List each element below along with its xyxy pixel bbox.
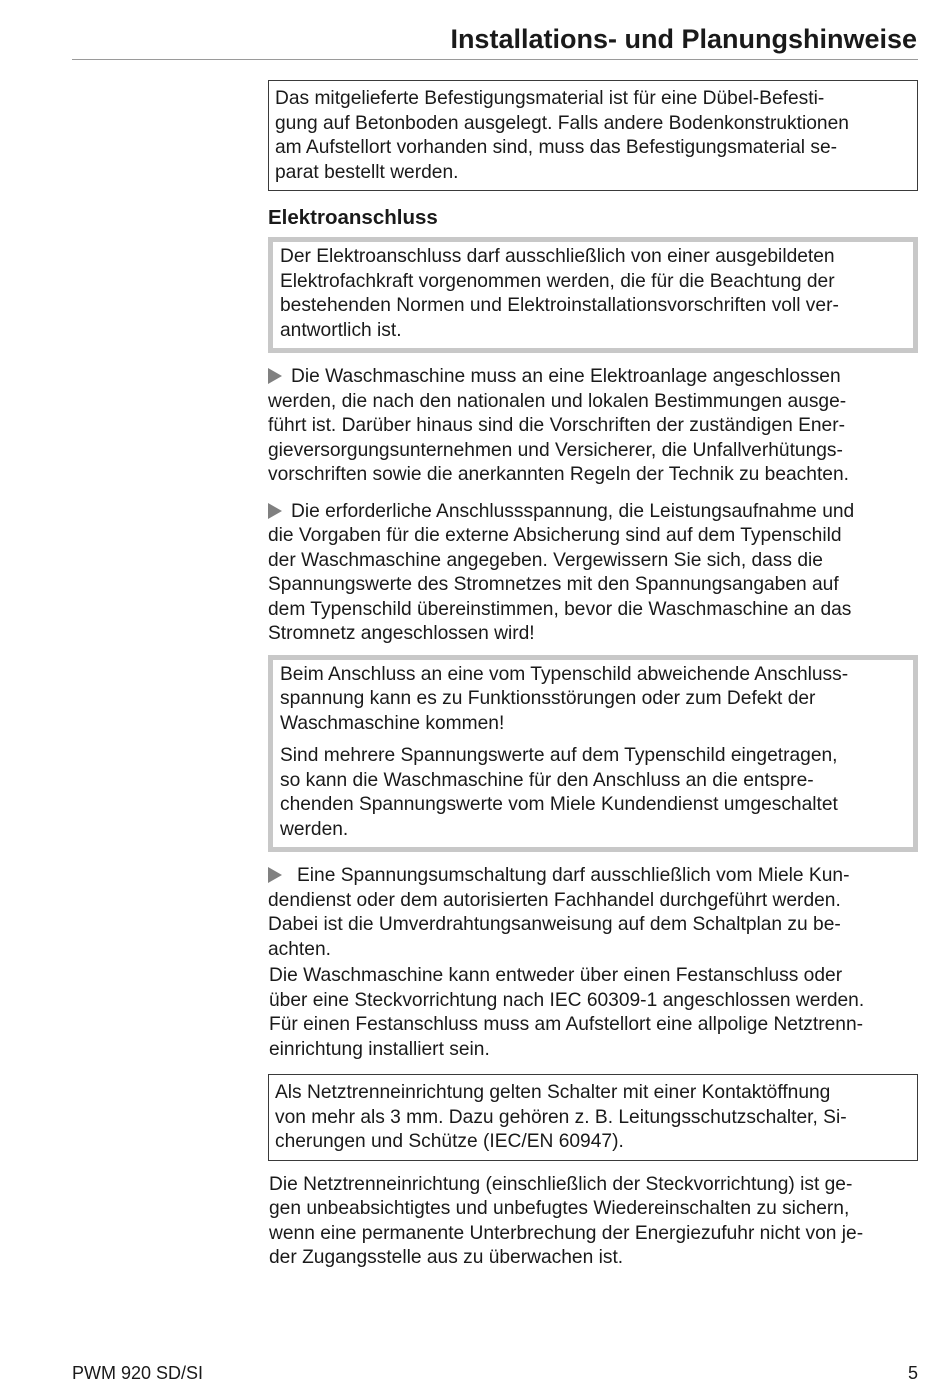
bullet-line: der Waschmaschine angegeben. Vergewissern Sie sich, dass die — [268, 549, 823, 571]
warning-line: spannung kann es zu Funktionsstörungen oder zum Defekt der — [280, 688, 816, 709]
warning-line: so kann die Waschmaschine für den Anschluss an die entspre- — [280, 769, 814, 791]
notice-isolator-definition — [268, 1074, 918, 1161]
bullet-triangle-icon — [268, 867, 282, 883]
warning-voltage-mismatch — [268, 655, 918, 853]
paragraph-line: gen unbeabsichtigtes und unbefugtes Wiedereinschalten zu sichern, — [269, 1198, 850, 1219]
paragraph-isolator-lockout — [269, 1173, 918, 1271]
bullet-triangle-icon — [268, 368, 282, 384]
warning-line: antwortlich ist. — [280, 319, 402, 341]
page-title: Installations- und Planungshinweise — [450, 24, 917, 54]
bullet-electrical-installation — [268, 365, 918, 488]
page-content — [268, 80, 918, 1271]
bullet-line: Dabei ist die Umverdrahtungsanweisung auf dem Schaltplan zu be- — [268, 914, 841, 935]
bullet-voltage-check — [268, 500, 918, 647]
bullet-line: Die Waschmaschine muss an eine Elektroanlage angeschlossen — [291, 366, 841, 387]
bullet-line: werden, die nach den nationalen und lokalen Bestimmungen ausge- — [268, 390, 847, 412]
notice-mounting-material — [268, 80, 918, 191]
paragraph-line: wenn eine permanente Unterbrechung der Energiezufuhr nicht von je- — [269, 1222, 864, 1244]
notice-line: cherungen und Schütze (IEC/EN 60947). — [275, 1131, 624, 1152]
bullet-line: führt ist. Darüber hinaus sind die Vorschriften der zuständigen Ener- — [268, 415, 846, 436]
warning-line: Waschmaschine kommen! — [280, 712, 505, 734]
warning-line: Sind mehrere Spannungswerte auf dem Typenschild eingetragen, — [280, 745, 838, 766]
notice-line: parat bestellt werden. — [275, 161, 459, 183]
warning-line: Beim Anschluss an eine vom Typenschild abweichende Anschluss- — [280, 663, 849, 685]
bullet-line: Eine Spannungsumschaltung darf ausschließlich vom Miele Kun- — [297, 865, 850, 886]
bullet-line: gieversorgungsunternehmen und Versicherer, die Unfallverhütungs- — [268, 439, 843, 461]
bullet-line: achten. — [268, 938, 331, 960]
paragraph-connection-options — [269, 964, 918, 1062]
notice-line: am Aufstellort vorhanden sind, muss das Befestigungsmaterial se- — [275, 137, 838, 158]
paragraph-line: einrichtung installiert sein. — [269, 1038, 490, 1060]
bullet-line: Spannungswerte des Stromnetzes mit den Spannungsangaben auf — [268, 574, 839, 595]
bullet-line: Die erforderliche Anschlussspannung, die Leistungsaufnahme und — [291, 500, 855, 522]
footer-model: PWM 920 SD/SI — [72, 1363, 204, 1383]
bullet-line: dendienst oder dem autorisierten Fachhandel durchgeführt werden. — [268, 889, 841, 911]
warning-qualified-electrician — [268, 237, 918, 353]
footer-page-number: 5 — [907, 1363, 918, 1383]
paragraph-line: Für einen Festanschluss muss am Aufstellort eine allpolige Netztrenn- — [269, 1014, 864, 1035]
bullet-line: vorschriften sowie die anerkannten Regeln der Technik zu beachten. — [268, 464, 849, 485]
paragraph-line: der Zugangsstelle aus zu überwachen ist. — [269, 1247, 624, 1268]
bullet-line: Stromnetz angeschlossen wird! — [268, 623, 535, 644]
header-divider — [72, 59, 918, 60]
notice-line: Als Netztrenneinrichtung gelten Schalter mit einer Kontaktöffnung — [275, 1082, 831, 1103]
warning-line: werden. — [280, 818, 349, 840]
warning-line: Elektrofachkraft vorgenommen werden, die für die Beachtung der — [280, 270, 835, 292]
warning-line: chenden Spannungswerte vom Miele Kundendienst umgeschaltet — [280, 794, 838, 815]
notice-line: von mehr als 3 mm. Dazu gehören z. B. Leitungsschutzschalter, Si- — [275, 1106, 847, 1128]
notice-line: Das mitgelieferte Befestigungsmaterial ist für eine Dübel-Befesti- — [275, 88, 825, 109]
paragraph-line: Die Waschmaschine kann entweder über einen Festanschluss oder — [269, 965, 843, 986]
bullet-line: die Vorgaben für die externe Absicherung sind auf dem Typenschild — [268, 525, 842, 546]
section-heading: Elektroanschluss — [268, 206, 438, 229]
warning-line: bestehenden Normen und Elektroinstallationsvorschriften voll ver- — [280, 295, 839, 316]
paragraph-line: Die Netztrenneinrichtung (einschließlich der Steckvorrichtung) ist ge- — [269, 1173, 853, 1195]
paragraph-line: über eine Steckvorrichtung nach IEC 60309-1 angeschlossen werden. — [269, 989, 865, 1011]
warning-line: Der Elektroanschluss darf ausschließlich von einer ausgebildeten — [280, 246, 835, 267]
notice-line: gung auf Betonboden ausgelegt. Falls andere Bodenkonstruktionen — [275, 112, 849, 134]
bullet-line: dem Typenschild übereinstimmen, bevor die Waschmaschine an das — [268, 598, 852, 620]
bullet-voltage-switching — [268, 864, 918, 962]
bullet-triangle-icon — [268, 503, 282, 519]
